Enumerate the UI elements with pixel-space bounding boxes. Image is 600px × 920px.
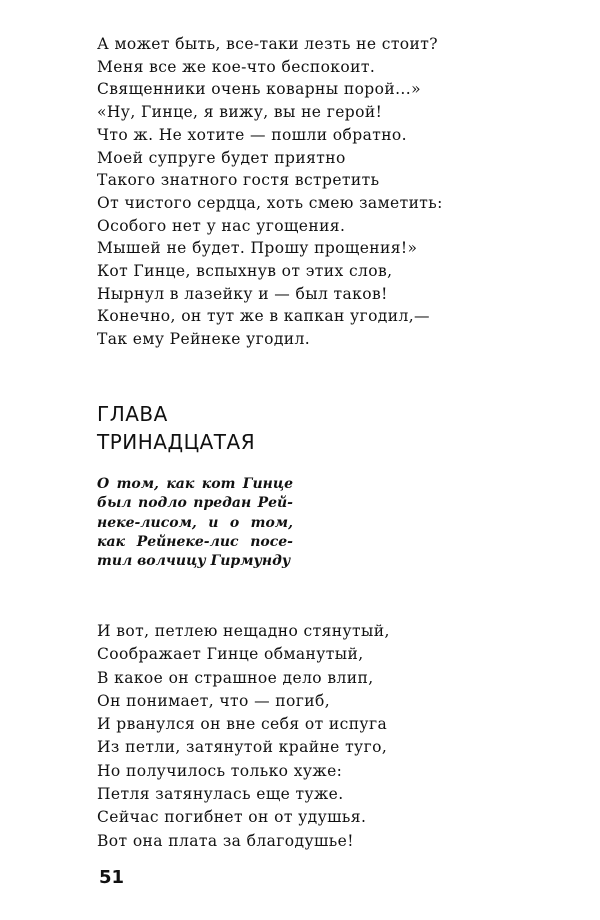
chapter-label: ГЛАВА [97, 402, 168, 426]
verse-line: Меня все же кое-что беспокоит. [97, 57, 376, 76]
verse-bottom [97, 620, 390, 853]
verse-line: Священники очень коварны порой...» [97, 80, 421, 99]
summary-line: тил волчицу Гирмунду [97, 553, 291, 570]
verse-line: Моей супруге будет приятно [97, 148, 346, 167]
verse-line: Петля затянулась еще туже. [97, 785, 344, 804]
summary-line: был подло предан Рей- [97, 495, 293, 512]
chapter-heading [97, 400, 255, 456]
verse-line: И вот, петлею нещадно стянутый, [97, 622, 390, 640]
verse-line: Кот Гинце, вспыхнув от этих слов, [97, 262, 393, 281]
verse-line: В какое он страшное дело влип, [97, 668, 374, 687]
summary-line: О том, как кот Гинце [97, 476, 293, 492]
verse-line: А может быть, все-таки лезть не стоит? [97, 35, 438, 53]
verse-line: Вот она плата за благодушье! [97, 831, 354, 850]
verse-line: Мышей не будет. Прошу прощения!» [97, 239, 418, 258]
chapter-number: ТРИНАДЦАТАЯ [97, 430, 256, 454]
verse-line: «Ну, Гинце, я вижу, вы не герой! [97, 103, 383, 122]
verse-line: Особого нет у нас угощения. [97, 216, 346, 235]
verse-line: Конечно, он тут же в капкан угодил,— [97, 307, 430, 326]
verse-line: Что ж. Не хотите — пошли обратно. [97, 125, 407, 144]
verse-line: Из петли, затянутой крайне туго, [97, 738, 388, 757]
summary-line: неке-лисом, и о том, [97, 514, 293, 531]
verse-line: Он понимает, что — погиб, [97, 691, 331, 710]
chapter-summary [97, 475, 293, 571]
verse-line: Так ему Рейнеке угодил. [97, 330, 311, 349]
verse-line: Но получилось только хуже: [97, 761, 343, 780]
verse-line: Такого знатного гостя встретить [97, 171, 380, 190]
verse-line: Сейчас погибнет он от удушья. [97, 808, 367, 827]
summary-line: как Рейнеке-лис посе- [97, 533, 293, 550]
verse-line: Нырнул в лазейку и — был таков! [97, 284, 388, 303]
verse-line: Соображает Гинце обманутый, [97, 645, 364, 664]
page-number: 51 [99, 867, 125, 888]
verse-line: И рванулся он вне себя от испуга [97, 715, 388, 734]
verse-line: От чистого сердца, хоть смею заметить: [97, 193, 443, 212]
verse-top [97, 33, 443, 351]
